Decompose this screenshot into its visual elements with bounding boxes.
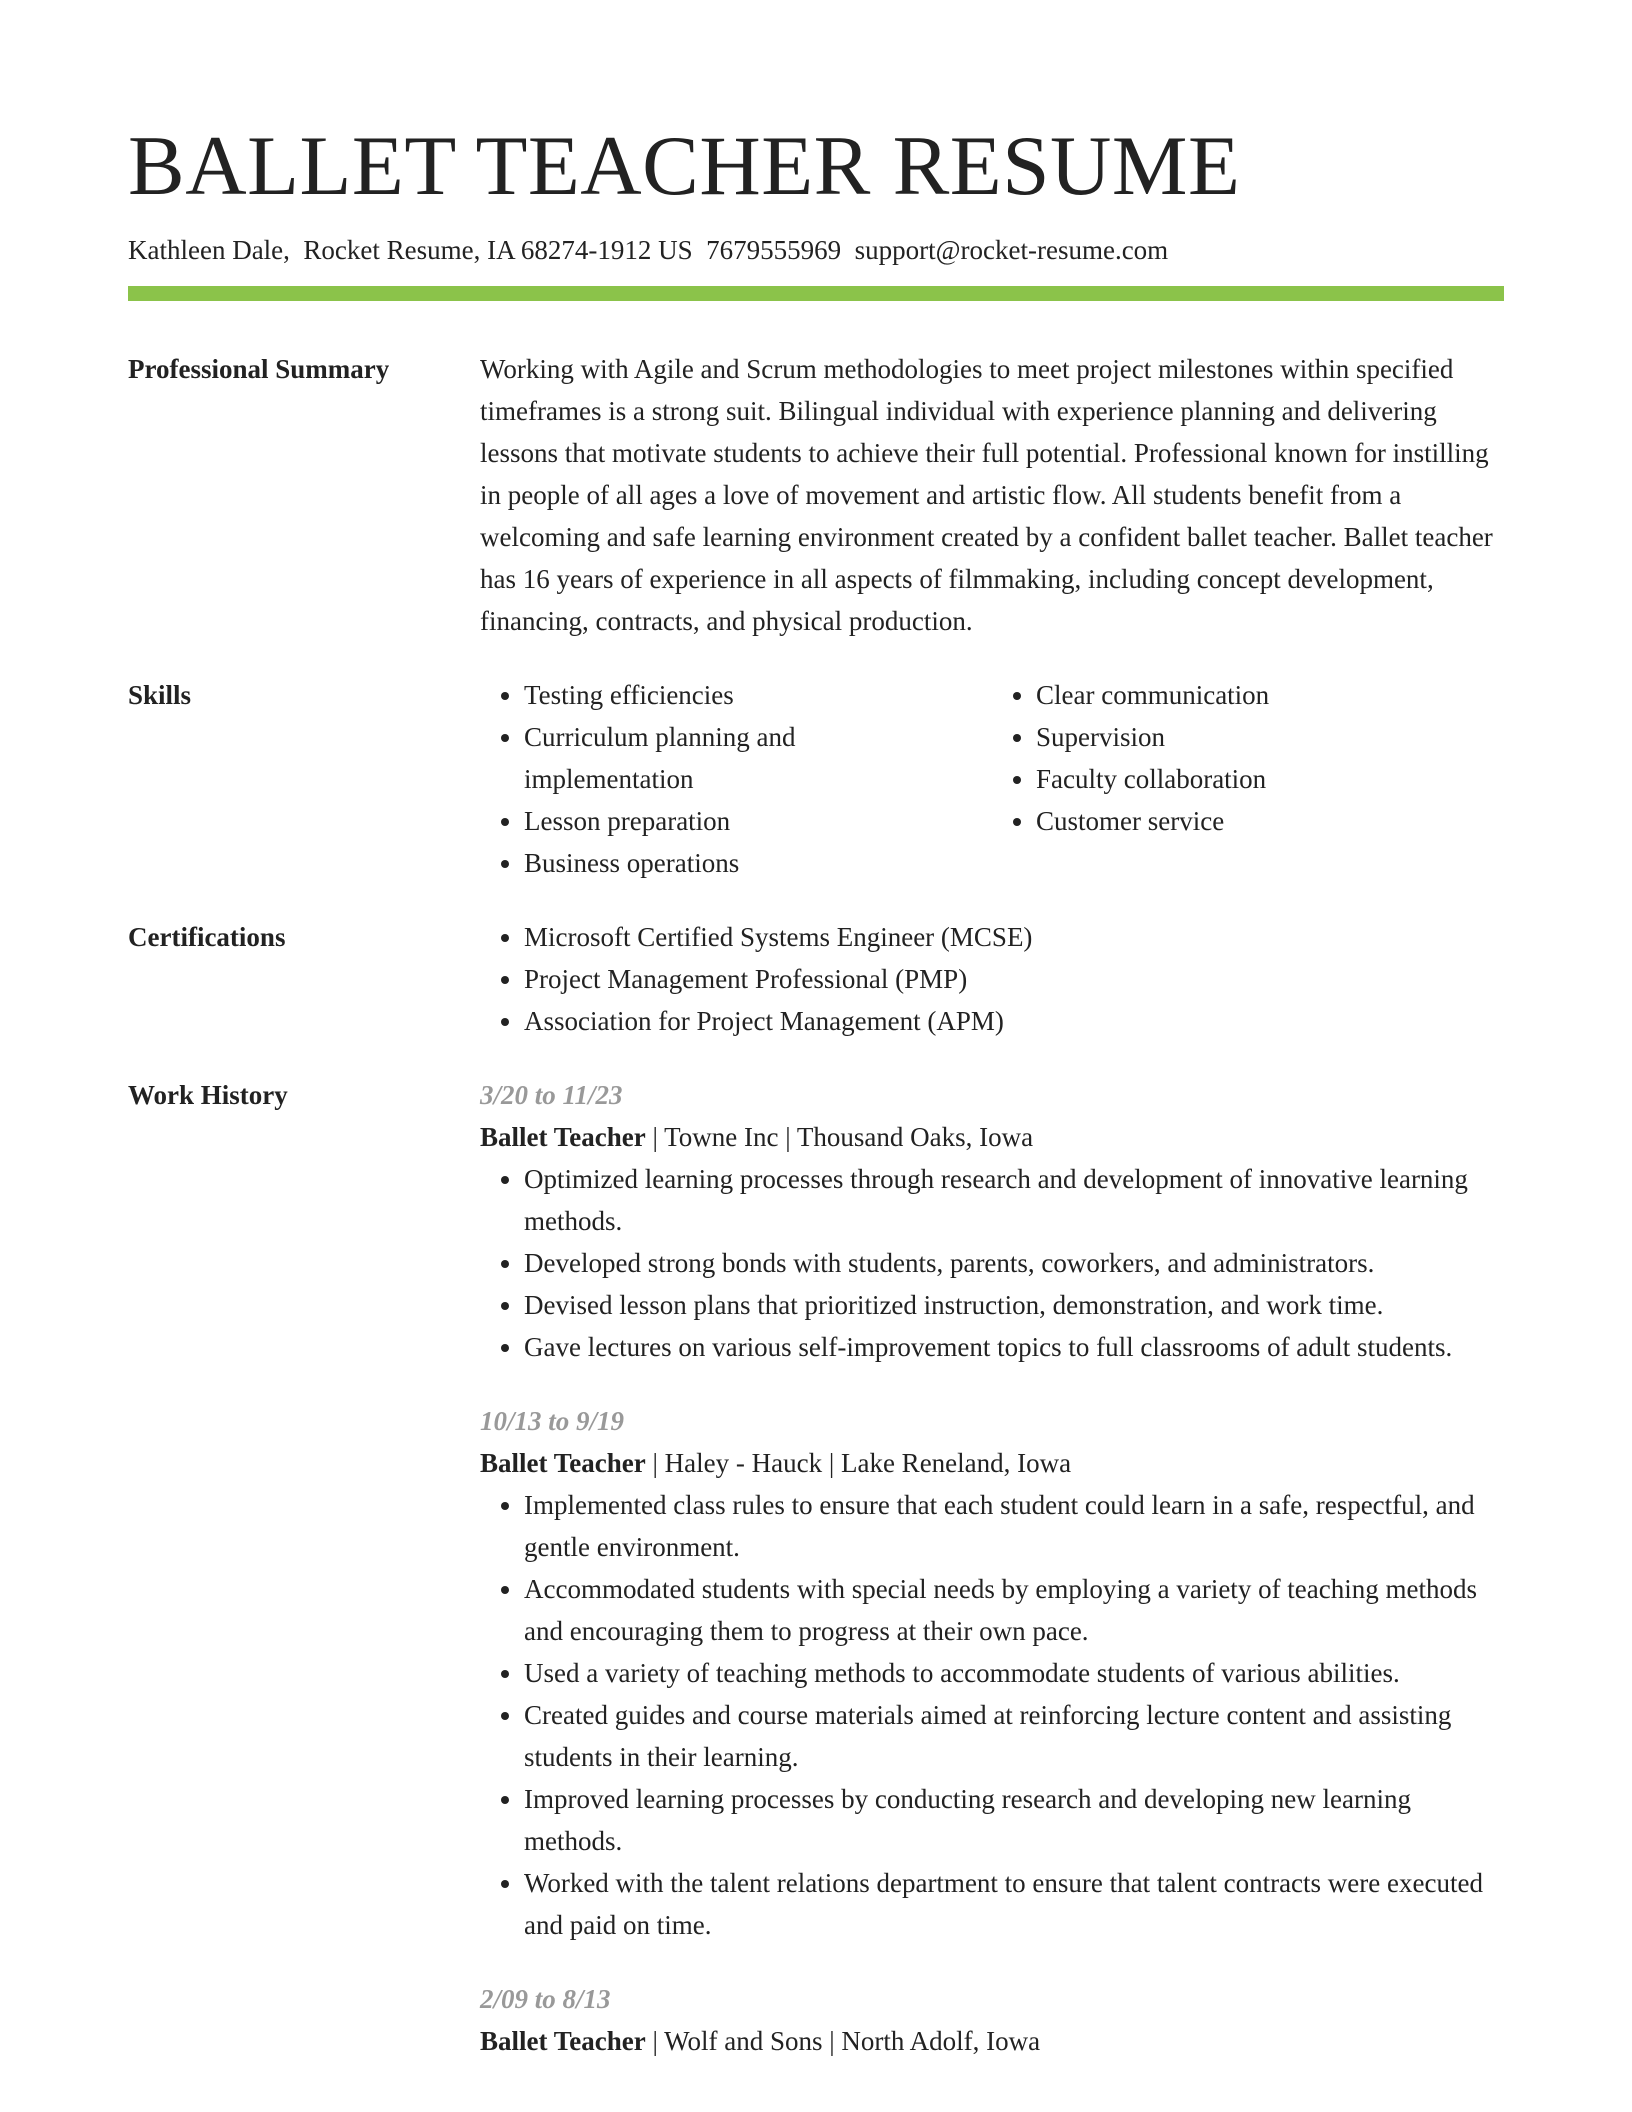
header-divider	[128, 286, 1504, 301]
section-skills	[128, 674, 1504, 884]
job-bullet: • Worked with the talent relations department to ensure that talent contracts were executed and paid on time.	[524, 1862, 1504, 1946]
skill-item: • Business operations	[524, 842, 948, 884]
job-heading	[480, 1442, 1504, 1484]
job-employer: | Towne Inc | Thousand Oaks, Iowa	[645, 1122, 1034, 1152]
contact-phone: 7679555969	[706, 235, 842, 265]
job-bullet: • Implemented class rules to ensure that each student could learn in a safe, respectful, and gentle environment.	[524, 1484, 1504, 1568]
job-dates: 2/09 to 8/13	[480, 1984, 611, 2014]
skill-item: • Clear communication	[1036, 674, 1460, 716]
job-entry	[480, 1400, 1504, 1946]
job-dates: 3/20 to 11/23	[480, 1080, 623, 1110]
job-entry	[480, 1074, 1504, 1368]
skill-item: • Supervision	[1036, 716, 1460, 758]
job-employer: | Wolf and Sons | North Adolf, Iowa	[645, 2026, 1041, 2056]
job-title: Ballet Teacher	[480, 2026, 646, 2056]
section-label: Certifications	[128, 922, 286, 952]
job-dates: 10/13 to 9/19	[480, 1406, 625, 1436]
skill-item: • Faculty collaboration	[1036, 758, 1460, 800]
contact-email: support@rocket-resume.com	[854, 235, 1169, 265]
job-title: Ballet Teacher	[480, 1448, 646, 1478]
job-heading	[480, 1116, 1504, 1158]
job-bullet: • Created guides and course materials aimed at reinforcing lecture content and assisting students in their learning.	[524, 1694, 1504, 1778]
skill-item: • Lesson preparation	[524, 800, 948, 842]
skill-item: • Customer service	[1036, 800, 1460, 842]
section-label: Skills	[128, 680, 192, 710]
page-title: BALLET TEACHER RESUME	[128, 119, 1241, 213]
certification-item: • Association for Project Management (APM)	[524, 1000, 1504, 1042]
skill-item: • Testing efficiencies	[524, 674, 948, 716]
resume-content	[128, 348, 1504, 2094]
section-work-history	[128, 1074, 1504, 2094]
job-bullet: • Accommodated students with special needs by employing a variety of teaching methods and encouraging them to progress at their own pace.	[524, 1568, 1504, 1652]
contact-name: Kathleen Dale,	[128, 235, 290, 265]
job-bullets	[480, 1158, 1504, 1368]
job-title: Ballet Teacher	[480, 1122, 646, 1152]
summary-text: Working with Agile and Scrum methodologies to meet project milestones within specified timeframes is a strong suit. Bilingual individual with experience planning and delivering lessons that motivate students to achieve their full potential. Professional known for instilling in people of all ages a love of movement and artistic flow. All students benefit from a welcoming and safe learning environment created by a confident ballet teacher. Ballet teacher has 16 years of experience in all aspects of filmmaking, including concept development, financing, contracts, and physical production.	[480, 354, 1493, 636]
job-bullet: • Developed strong bonds with students, parents, coworkers, and administrators.	[524, 1242, 1504, 1284]
section-certifications	[128, 916, 1504, 1042]
section-professional-summary	[128, 348, 1504, 642]
job-entry	[480, 1978, 1504, 2062]
contact-address: Rocket Resume, IA 68274-1912 US	[303, 235, 693, 265]
certifications-list	[480, 916, 1504, 1042]
job-employer: | Haley - Hauck | Lake Reneland, Iowa	[645, 1448, 1072, 1478]
contact-line	[128, 230, 1168, 270]
skills-list-left	[480, 674, 948, 884]
skill-item: • Curriculum planning and implementation	[524, 716, 948, 800]
job-bullets	[480, 1484, 1504, 1946]
certification-item: • Microsoft Certified Systems Engineer (MCSE)	[524, 916, 1504, 958]
job-bullet: • Devised lesson plans that prioritized instruction, demonstration, and work time.	[524, 1284, 1504, 1326]
skills-list-right	[992, 674, 1460, 884]
certification-item: • Project Management Professional (PMP)	[524, 958, 1504, 1000]
job-bullet: • Used a variety of teaching methods to accommodate students of various abilities.	[524, 1652, 1504, 1694]
job-heading	[480, 2020, 1504, 2062]
job-bullet: • Gave lectures on various self-improvement topics to full classrooms of adult students.	[524, 1326, 1504, 1368]
job-bullet: • Improved learning processes by conducting research and developing new learning methods.	[524, 1778, 1504, 1862]
job-bullet: • Optimized learning processes through research and development of innovative learning methods.	[524, 1158, 1504, 1242]
section-label: Professional Summary	[128, 354, 390, 384]
section-label: Work History	[128, 1080, 288, 1110]
